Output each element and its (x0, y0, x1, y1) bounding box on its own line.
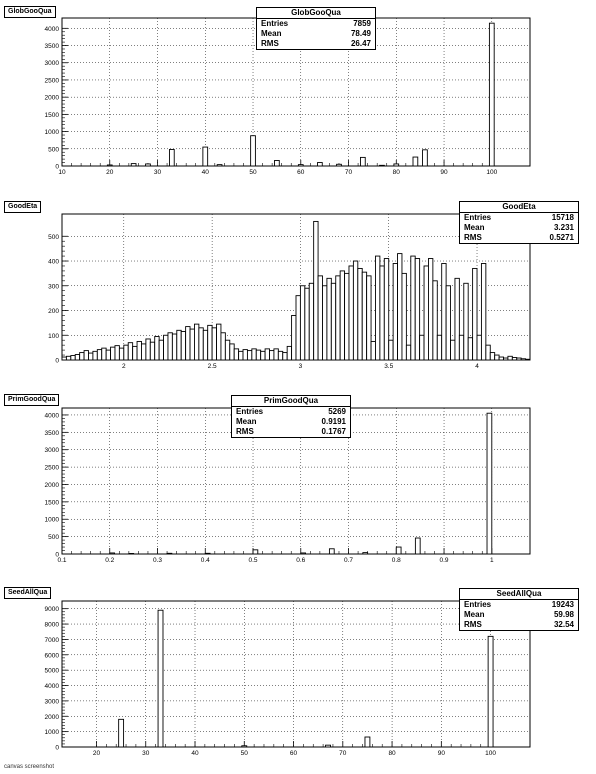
stats-box-name: PrimGoodQua (232, 396, 350, 407)
rms-label: RMS (236, 427, 254, 436)
histogram-bin (62, 357, 66, 360)
entries-label: Entries (464, 213, 492, 222)
histogram-bin (375, 256, 379, 360)
x-tick-label: 70 (339, 750, 347, 757)
histogram-bin (150, 342, 154, 360)
histogram-bin (203, 147, 208, 166)
entries-value: 19243 (551, 600, 574, 609)
histogram-bin (499, 357, 503, 360)
histogram-bin (362, 272, 366, 360)
y-tick-label: 0 (55, 163, 59, 171)
entries-label: Entries (464, 600, 492, 609)
histogram-bin (107, 165, 112, 166)
histogram-bin (394, 164, 399, 166)
histogram-bin (66, 356, 70, 360)
histogram-bin (177, 330, 181, 360)
histogram-bin (141, 344, 145, 360)
entries-label: Entries (236, 407, 264, 416)
histogram-bin (298, 165, 303, 166)
histogram-bin (97, 350, 101, 360)
histogram-bin (199, 328, 203, 360)
histogram-bin (428, 259, 432, 360)
stats-box-name: GoodEta (460, 202, 578, 213)
x-tick-label: 0.4 (200, 557, 210, 564)
histogram-bin (119, 348, 123, 360)
x-tick-label: 30 (142, 750, 150, 757)
rms-label: RMS (464, 233, 482, 242)
rms-value: 0.1767 (321, 427, 346, 436)
histogram-bin (380, 165, 385, 166)
histogram-bin (131, 164, 136, 166)
y-tick-label: 400 (48, 258, 59, 266)
rms-value: 0.5271 (549, 233, 574, 242)
histogram-bin (464, 283, 468, 360)
histogram-bin (349, 266, 353, 360)
histogram-bin (239, 351, 243, 360)
histogram-bin (167, 553, 172, 554)
histogram-bin (301, 553, 306, 554)
histogram-bin (172, 334, 176, 360)
histogram-bin (358, 268, 362, 360)
histogram-bin (477, 335, 481, 360)
histogram-bin (521, 359, 525, 360)
y-tick-label: 1000 (44, 516, 59, 524)
x-tick-label: 30 (153, 169, 162, 176)
histogram-bin (389, 340, 393, 360)
histogram-bin (111, 347, 115, 360)
y-tick-label: 3000 (44, 60, 59, 68)
histogram-bin (380, 266, 384, 360)
histogram-bin (415, 259, 419, 360)
x-tick-label: 20 (92, 750, 101, 757)
stats-box-primgoodqua (231, 395, 351, 438)
rms-label: RMS (464, 620, 482, 629)
y-tick-label: 2000 (44, 713, 59, 721)
histogram-bin (459, 335, 463, 360)
histogram-bin (256, 350, 260, 360)
y-tick-label: 0 (55, 357, 59, 365)
histogram-bin (489, 23, 494, 166)
y-tick-label: 2500 (44, 464, 59, 472)
histogram-bin (455, 278, 459, 360)
x-tick-label: 4 (475, 363, 479, 370)
histogram-bin (442, 263, 446, 360)
histogram-bin (473, 268, 477, 360)
x-tick-label: 10 (58, 169, 66, 176)
histogram-bin (337, 164, 342, 166)
histogram-bin (309, 283, 313, 360)
entries-label: Entries (261, 19, 289, 28)
x-tick-label: 0.6 (296, 557, 306, 564)
histogram-bin (128, 343, 132, 360)
y-tick-label: 3500 (44, 429, 59, 437)
histogram-bin (194, 324, 198, 360)
y-tick-label: 2000 (44, 481, 59, 489)
histogram-bin (360, 157, 365, 166)
panel-3-title: PrimGoodQua (4, 394, 59, 406)
histogram-bin (217, 165, 222, 166)
histogram-bin (317, 163, 322, 166)
stats-box-goodeta (459, 201, 579, 244)
y-tick-label: 4000 (44, 412, 59, 420)
histogram-bin (261, 351, 265, 360)
histogram-bin (296, 296, 300, 360)
mean-value: 0.9191 (321, 417, 346, 426)
histogram-bin (270, 351, 274, 360)
rms-value: 32.54 (553, 620, 574, 629)
histogram-bin (253, 550, 258, 554)
y-tick-label: 2500 (44, 77, 59, 85)
histogram-bin (336, 276, 340, 360)
x-tick-label: 2.5 (207, 363, 217, 370)
histogram-bin (287, 346, 291, 360)
x-tick-label: 50 (240, 750, 248, 757)
x-tick-label: 0.8 (391, 557, 401, 564)
histogram-bin (486, 345, 490, 360)
histogram-bin (75, 355, 79, 360)
histogram-bin (329, 549, 334, 554)
histogram-bin (451, 340, 455, 360)
histogram-bin (326, 745, 331, 747)
histogram-bin (384, 259, 388, 360)
y-tick-label: 100 (48, 332, 59, 340)
histogram-bin (181, 332, 185, 360)
histogram-bin (71, 356, 75, 360)
histogram-bin (413, 157, 418, 166)
mean-value: 3.231 (553, 223, 574, 232)
entries-value: 15718 (551, 213, 574, 222)
x-tick-label: 60 (297, 169, 305, 176)
histogram-bin (423, 150, 428, 166)
histogram-bin (146, 164, 151, 166)
x-tick-label: 0.2 (105, 557, 115, 564)
histogram-bin (504, 358, 508, 360)
histogram-bin (433, 281, 437, 360)
histogram-bin (230, 344, 234, 360)
histogram-bin (437, 335, 441, 360)
entries-value: 7859 (353, 19, 371, 28)
x-tick-label: 2 (121, 363, 126, 370)
histogram-bin (102, 348, 106, 360)
x-tick-label: 90 (440, 169, 448, 176)
histogram-bin (353, 261, 357, 360)
histogram-bin (512, 358, 516, 360)
histogram-bin (265, 349, 269, 360)
histogram-bin (292, 315, 296, 360)
histogram-bin (305, 288, 309, 360)
histogram-bin (155, 336, 159, 360)
x-tick-label: 70 (344, 169, 353, 176)
rms-value: 26.47 (350, 39, 371, 48)
histogram-bin (517, 358, 521, 360)
histogram-bin (300, 286, 304, 360)
mean-label: Mean (261, 29, 282, 38)
histogram-bin (318, 276, 322, 360)
x-tick-label: 60 (289, 750, 298, 757)
histogram-bin (402, 273, 406, 360)
histogram-bin (243, 350, 247, 360)
x-tick-label: 3 (298, 363, 303, 370)
histogram-bin (487, 413, 492, 554)
histogram-bin (88, 353, 92, 360)
mean-label: Mean (236, 417, 257, 426)
histogram-bin (398, 254, 402, 360)
histogram-bin (424, 266, 428, 360)
y-tick-label: 1000 (44, 129, 59, 137)
histogram-bin (415, 538, 420, 554)
histogram-bin (283, 353, 287, 360)
histogram-bin (468, 338, 472, 360)
x-tick-label: 20 (106, 169, 114, 176)
histogram-bin (225, 340, 229, 360)
histogram-bin (212, 328, 216, 360)
x-tick-label: 0.1 (57, 557, 67, 564)
histogram-bin (119, 719, 124, 747)
histogram-bin (331, 283, 335, 360)
histogram-bin (159, 340, 163, 360)
entries-value: 5269 (328, 407, 346, 416)
histogram-bin (367, 276, 371, 360)
rms-label: RMS (261, 39, 279, 48)
histogram-bin (158, 610, 163, 747)
histogram-bin (203, 330, 207, 360)
histogram-bin (481, 263, 485, 360)
y-tick-label: 4000 (44, 25, 59, 33)
histogram-bin (365, 737, 370, 747)
y-tick-label: 1000 (44, 729, 59, 737)
x-tick-label: 1 (489, 557, 494, 564)
histogram-bin (446, 286, 450, 360)
mean-label: Mean (464, 610, 485, 619)
histogram-bin (275, 160, 280, 166)
stats-box-globgooqua (256, 7, 376, 50)
x-tick-label: 40 (201, 169, 209, 176)
histogram-bin (137, 341, 141, 360)
histogram-bin (221, 333, 225, 360)
x-tick-label: 100 (486, 169, 498, 176)
histogram-bin (133, 346, 137, 360)
y-tick-label: 0 (55, 744, 59, 752)
y-tick-label: 3000 (44, 698, 59, 706)
y-tick-label: 8000 (44, 621, 59, 629)
histogram-bin (84, 351, 88, 360)
histogram-bin (93, 351, 97, 360)
y-tick-label: 7000 (44, 636, 59, 644)
histogram-bin (168, 333, 172, 360)
panel-2-title: GoodEta (4, 201, 41, 213)
histogram-bin (252, 349, 256, 360)
y-tick-label: 500 (48, 534, 59, 542)
y-tick-label: 6000 (44, 652, 59, 660)
stats-box-name: SeedAllQua (460, 589, 578, 600)
histogram-bin (164, 335, 168, 360)
histogram-bin (208, 325, 212, 360)
x-tick-label: 90 (437, 750, 445, 757)
histogram-bin (217, 324, 221, 360)
histogram-bin (115, 346, 119, 360)
histogram-bin (488, 636, 493, 747)
mean-label: Mean (464, 223, 485, 232)
histogram-bin (124, 345, 128, 360)
y-tick-label: 3500 (44, 43, 59, 51)
histogram-bin (106, 350, 110, 360)
x-tick-label: 40 (191, 750, 199, 757)
x-tick-label: 0.9 (439, 557, 449, 564)
footer-text: canvas screenshot (4, 764, 55, 770)
histogram-bin (278, 351, 282, 360)
x-tick-label: 50 (249, 169, 257, 176)
histogram-bin (234, 349, 238, 360)
histogram-bin (80, 353, 84, 360)
histogram-bin (490, 353, 494, 360)
y-tick-label: 300 (48, 283, 59, 291)
y-tick-label: 9000 (44, 606, 59, 614)
y-tick-label: 500 (48, 146, 59, 154)
x-tick-label: 0.5 (248, 557, 258, 564)
histogram-bin (495, 355, 499, 360)
histogram-bin (327, 278, 331, 360)
histogram-bin (129, 553, 134, 554)
histogram-bin (411, 256, 415, 360)
y-tick-label: 500 (48, 233, 59, 241)
x-tick-label: 0.7 (344, 557, 354, 564)
histogram-bin (508, 356, 512, 360)
histogram-bin (274, 349, 278, 360)
histogram-bin (314, 221, 318, 360)
histogram-bin (322, 286, 326, 360)
mean-value: 78.49 (350, 29, 371, 38)
x-tick-label: 100 (485, 750, 497, 757)
histogram-bin (526, 359, 530, 360)
y-tick-label: 0 (55, 551, 59, 559)
histogram-bin (340, 271, 344, 360)
histogram-bin (169, 149, 174, 166)
y-tick-label: 5000 (44, 667, 59, 675)
histogram-bin (406, 345, 410, 360)
y-tick-label: 2000 (44, 94, 59, 102)
histogram-bin (371, 341, 375, 360)
histogram-bin (393, 263, 397, 360)
panel-1-title: GlobGooQua (4, 6, 56, 18)
histogram-bin (396, 547, 401, 554)
y-tick-label: 200 (48, 308, 59, 316)
stats-box-name: GlobGooQua (257, 8, 375, 19)
histogram-bin (146, 339, 150, 360)
histogram-bin (251, 136, 256, 166)
histogram-bin (186, 327, 190, 360)
y-tick-label: 1500 (44, 499, 59, 507)
y-tick-label: 4000 (44, 683, 59, 691)
x-tick-label: 80 (392, 169, 400, 176)
x-tick-label: 3.5 (384, 363, 394, 370)
histogram-bin (190, 329, 194, 360)
y-tick-label: 3000 (44, 447, 59, 455)
histogram-bin (345, 273, 349, 360)
histogram-bin (242, 746, 247, 747)
histogram-bin (205, 553, 210, 554)
histogram-bin (363, 553, 368, 554)
histogram-bin (247, 351, 251, 360)
histogram-bin (110, 553, 115, 554)
y-tick-label: 1500 (44, 111, 59, 119)
mean-value: 59.98 (553, 610, 574, 619)
x-tick-label: 80 (388, 750, 396, 757)
histogram-bin (420, 335, 424, 360)
x-tick-label: 0.3 (152, 557, 163, 564)
stats-box-seedallqua (459, 588, 579, 631)
panel-4-title: SeedAllQua (4, 587, 51, 599)
